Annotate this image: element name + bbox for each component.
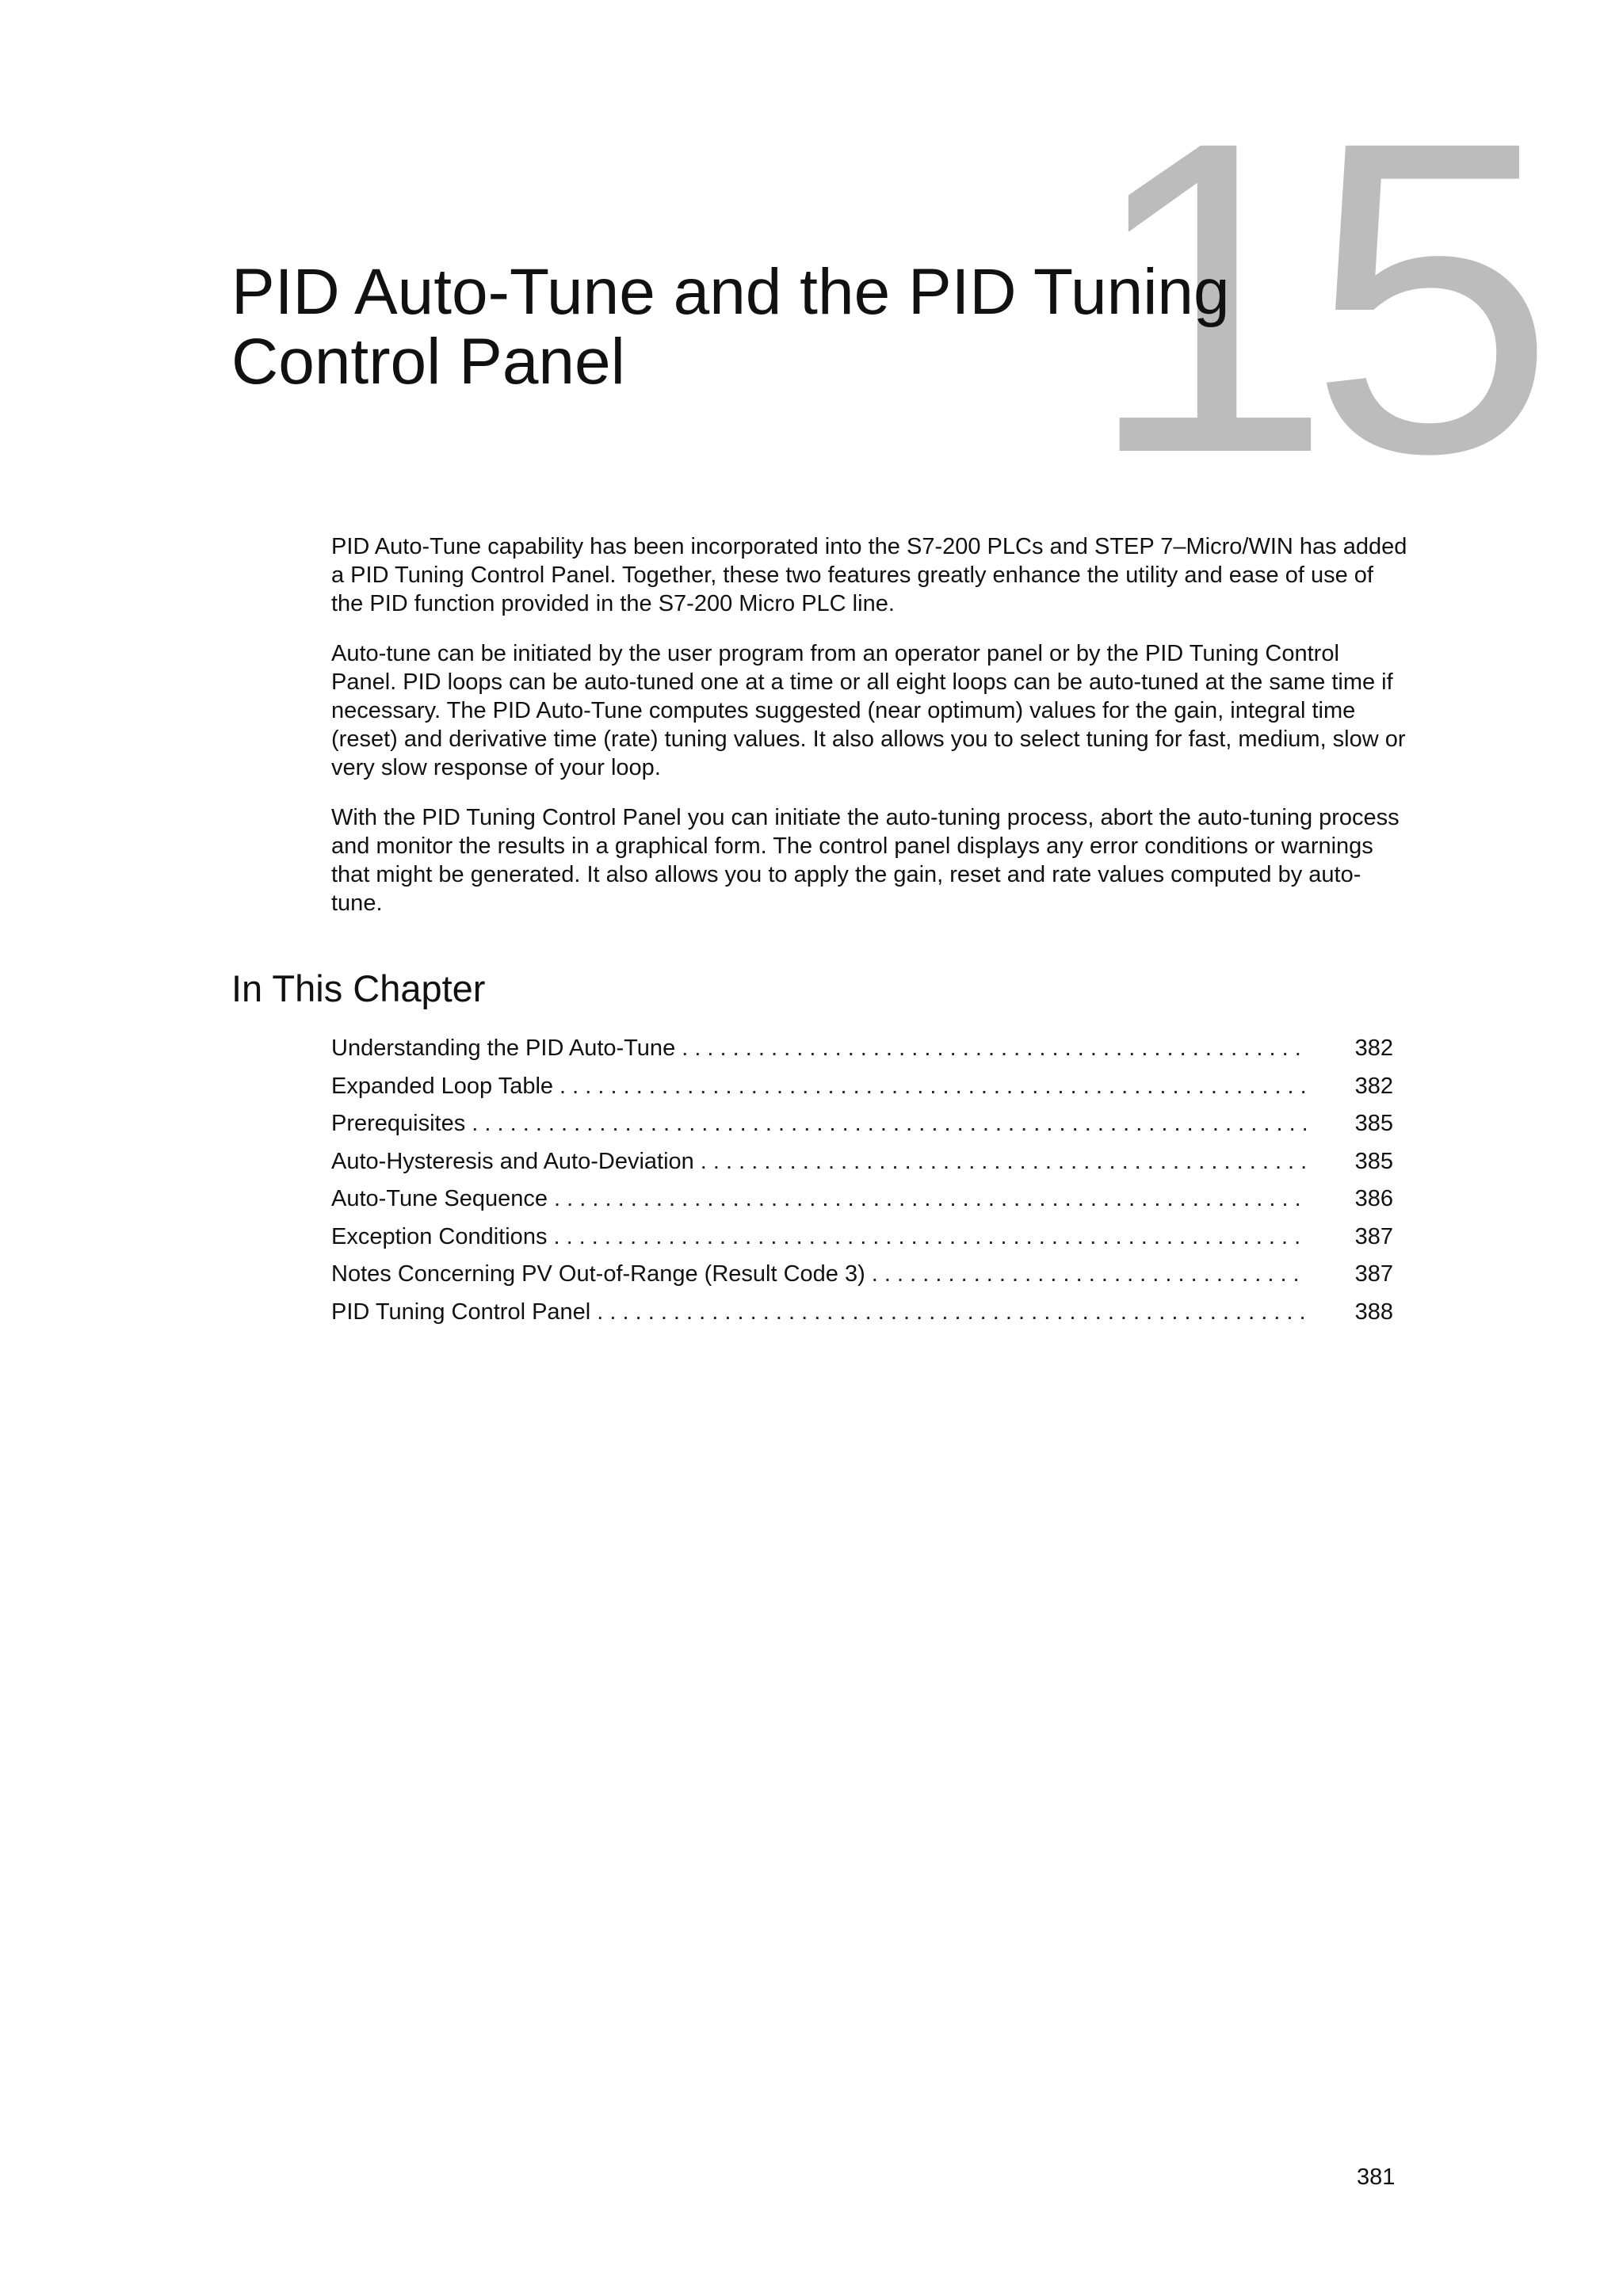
toc-entry[interactable] xyxy=(331,1180,1393,1219)
toc-entry-title: Auto-Tune Sequence xyxy=(331,1180,554,1219)
toc-entry-page: 382 xyxy=(1306,1068,1393,1106)
toc-entry-title: Notes Concerning PV Out-of-Range (Result Code 3) xyxy=(331,1256,872,1294)
toc-entry[interactable] xyxy=(331,1030,1393,1068)
toc-entry-title: Exception Conditions xyxy=(331,1219,553,1257)
toc-entry-title: PID Tuning Control Panel xyxy=(331,1294,597,1332)
chapter-title-line-1: PID Auto-Tune and the PID Tuning xyxy=(231,256,1230,328)
toc-entry-page: 387 xyxy=(1306,1219,1393,1257)
toc-entry-page: 388 xyxy=(1306,1294,1393,1332)
toc-dot-leader xyxy=(597,1294,1306,1332)
toc-dot-leader xyxy=(472,1105,1306,1143)
page-number: 381 xyxy=(1357,2164,1396,2190)
toc-entry[interactable] xyxy=(331,1294,1393,1332)
intro-paragraph-3: With the PID Tuning Control Panel you can initiate the auto-tuning process, abort the auto-tuning process and monitor the results in a graphical form. The control panel displays any error conditions or warnings that might be generated. It also allows you to apply the gain, reset and rate values computed by auto-tune. xyxy=(331,805,1400,916)
intro-paragraph-1: PID Auto-Tune capability has been incorporated into the S7-200 PLCs and STEP 7–Micro/WIN has added a PID Tuning Control Panel. Together, these two features greatly enhance the utility and ease of use of the PID function provided in the S7-200 Micro PLC line. xyxy=(331,534,1407,616)
toc-dot-leader xyxy=(553,1219,1306,1257)
toc-entry[interactable] xyxy=(331,1256,1393,1294)
toc-dot-leader xyxy=(559,1068,1306,1106)
intro-section xyxy=(331,532,1409,939)
toc-entry-title: Expanded Loop Table xyxy=(331,1068,559,1106)
toc-entry[interactable] xyxy=(331,1068,1393,1106)
toc-dot-leader xyxy=(682,1030,1306,1068)
toc-entry[interactable] xyxy=(331,1105,1393,1143)
toc-dot-leader xyxy=(701,1143,1306,1181)
chapter-title xyxy=(231,257,1420,397)
toc-entry[interactable] xyxy=(331,1219,1393,1257)
toc-entry-page: 382 xyxy=(1306,1030,1393,1068)
in-this-chapter-heading: In This Chapter xyxy=(231,967,486,1009)
toc-dot-leader xyxy=(872,1256,1306,1294)
toc-entry-title: Understanding the PID Auto-Tune xyxy=(331,1030,682,1068)
toc-entry-title: Auto-Hysteresis and Auto-Deviation xyxy=(331,1143,701,1181)
toc-entry-page: 385 xyxy=(1306,1143,1393,1181)
toc-entry[interactable] xyxy=(331,1143,1393,1181)
chapter-title-line-2: Control Panel xyxy=(231,326,625,398)
table-of-contents xyxy=(331,1030,1393,1331)
chapter-number: 15 xyxy=(1086,49,1532,545)
toc-entry-page: 385 xyxy=(1306,1105,1393,1143)
toc-entry-page: 387 xyxy=(1306,1256,1393,1294)
intro-paragraph-2: Auto-tune can be initiated by the user program from an operator panel or by the PID Tuning Control Panel. PID loops can be auto-tuned one at a time or all eight loops can be auto-tuned at the same time if necessary. The PID Auto-Tune computes suggested (near optimum) values for the gain, integral time (reset) and derivative time (rate) tuning values. It also allows you to select tuning for fast, medium, slow or very slow response of your loop. xyxy=(331,641,1406,780)
toc-entry-page: 386 xyxy=(1306,1180,1393,1219)
toc-entry-title: Prerequisites xyxy=(331,1105,472,1143)
toc-dot-leader xyxy=(554,1180,1306,1219)
